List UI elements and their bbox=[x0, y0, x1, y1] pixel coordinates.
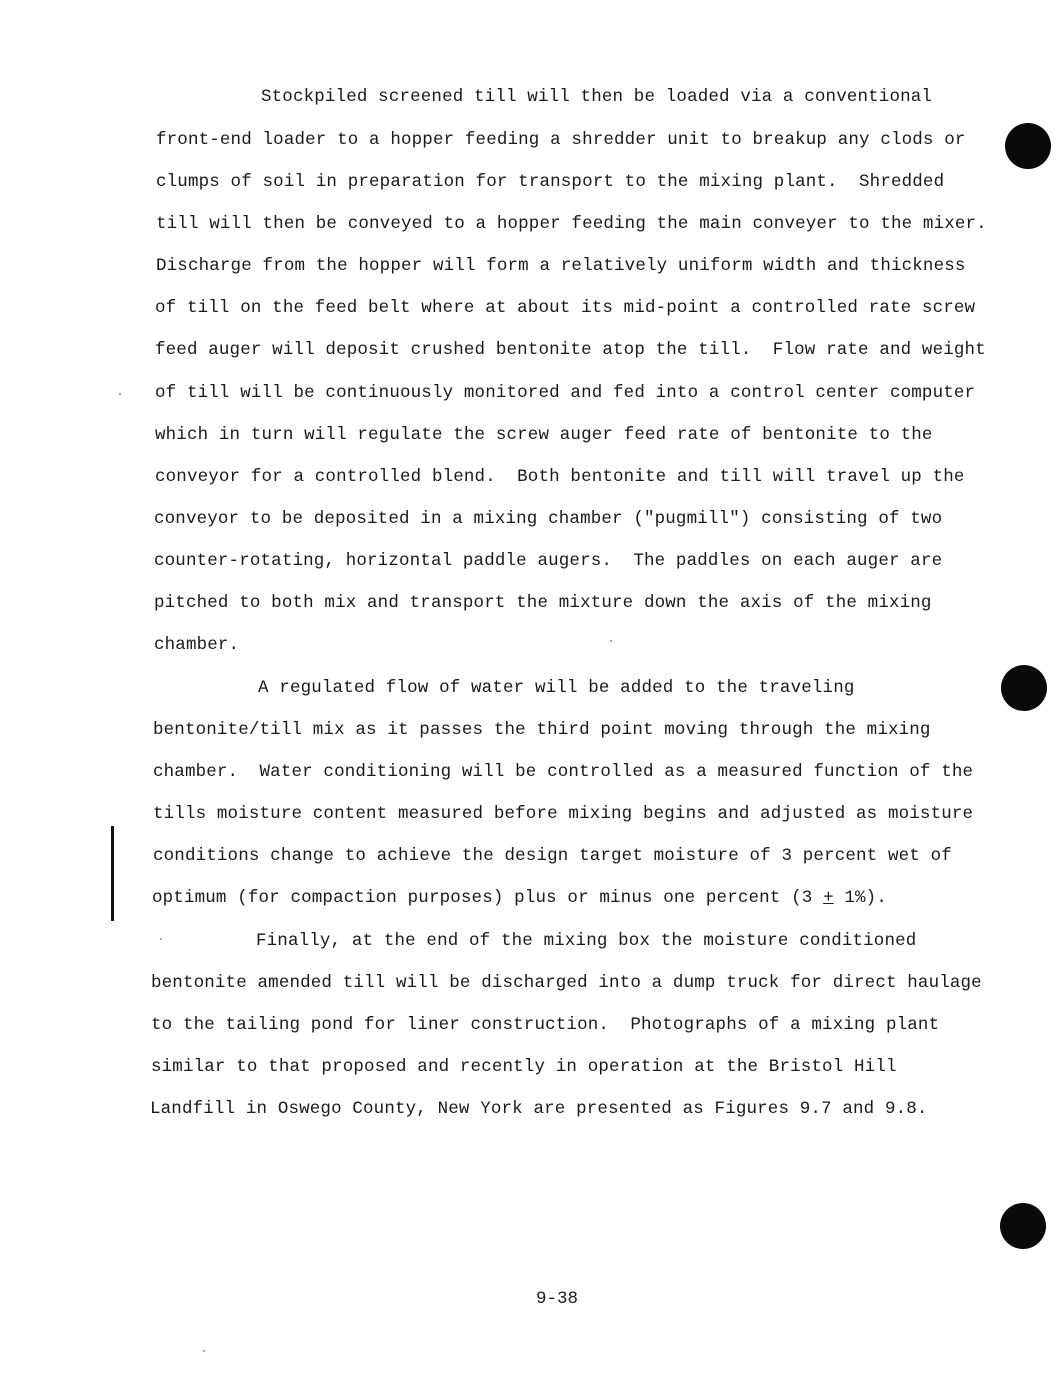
paragraph-1-line-1: Stockpiled screened till will then be loaded via a conventional bbox=[261, 87, 933, 107]
punch-hole-top bbox=[1005, 123, 1051, 169]
paragraph-2-line-2: bentonite/till mix as it passes the third point moving through the mixing bbox=[153, 720, 931, 740]
paragraph-1-line-3: clumps of soil in preparation for transport to the mixing plant. Shredded bbox=[156, 172, 945, 192]
paragraph-2-line-5: conditions change to achieve the design target moisture of 3 percent wet of bbox=[153, 846, 952, 866]
paragraph-2-line-3: chamber. Water conditioning will be controlled as a measured function of the bbox=[153, 762, 974, 782]
scan-speck bbox=[203, 1350, 205, 1352]
paragraph-1-line-9: which in turn will regulate the screw auger feed rate of bentonite to the bbox=[155, 425, 933, 445]
punch-hole-bottom bbox=[1000, 1203, 1046, 1249]
page-number: 9-38 bbox=[536, 1289, 579, 1309]
paragraph-1-line-12: counter-rotating, horizontal paddle augers. The paddles on each auger are bbox=[154, 551, 943, 571]
scan-speck bbox=[610, 640, 612, 642]
paragraph-3-line-2: bentonite amended till will be discharged into a dump truck for direct haulage bbox=[151, 973, 982, 993]
plus-minus-sign: + bbox=[823, 888, 834, 908]
paragraph-2-line-6 bbox=[152, 887, 887, 909]
paragraph-1-line-2: front-end loader to a hopper feeding a shredder unit to breakup any clods or bbox=[156, 130, 966, 150]
paragraph-2-line-6-text: optimum (for compaction purposes) plus or minus one percent (3 bbox=[152, 888, 824, 908]
paragraph-3-line-5: Landfill in Oswego County, New York are presented as Figures 9.7 and 9.8. bbox=[150, 1099, 928, 1119]
paragraph-1-line-5: Discharge from the hopper will form a relatively uniform width and thickness bbox=[156, 256, 966, 276]
paragraph-2-line-4: tills moisture content measured before mixing begins and adjusted as moisture bbox=[153, 804, 974, 824]
paragraph-1-line-11: conveyor to be deposited in a mixing chamber ("pugmill") consisting of two bbox=[154, 509, 943, 529]
paragraph-1-line-8: of till will be continuously monitored and fed into a control center computer bbox=[155, 383, 976, 403]
paragraph-1-line-10: conveyor for a controlled blend. Both bentonite and till will travel up the bbox=[155, 467, 965, 487]
paragraph-3-line-1: Finally, at the end of the mixing box the moisture conditioned bbox=[256, 931, 917, 951]
scan-speck bbox=[160, 938, 162, 940]
paragraph-1-line-13: pitched to both mix and transport the mixture down the axis of the mixing bbox=[154, 593, 932, 613]
paragraph-2-line-6-end: 1%). bbox=[833, 888, 887, 908]
revision-change-bar bbox=[111, 826, 114, 921]
punch-hole-middle bbox=[1001, 665, 1047, 711]
paragraph-1-line-14: chamber. bbox=[154, 635, 240, 655]
paragraph-1-line-4: till will then be conveyed to a hopper feeding the main conveyer to the mixer. bbox=[156, 214, 987, 234]
scan-speck bbox=[119, 393, 121, 395]
paragraph-1-line-7: feed auger will deposit crushed bentonite atop the till. Flow rate and weight bbox=[155, 340, 986, 360]
paragraph-3-line-4: similar to that proposed and recently in operation at the Bristol Hill bbox=[151, 1057, 897, 1077]
paragraph-1-line-6: of till on the feed belt where at about its mid-point a controlled rate screw bbox=[155, 298, 976, 318]
paragraph-3-line-3: to the tailing pond for liner construction. Photographs of a mixing plant bbox=[151, 1015, 940, 1035]
paragraph-2-line-1: A regulated flow of water will be added to the traveling bbox=[258, 678, 855, 698]
